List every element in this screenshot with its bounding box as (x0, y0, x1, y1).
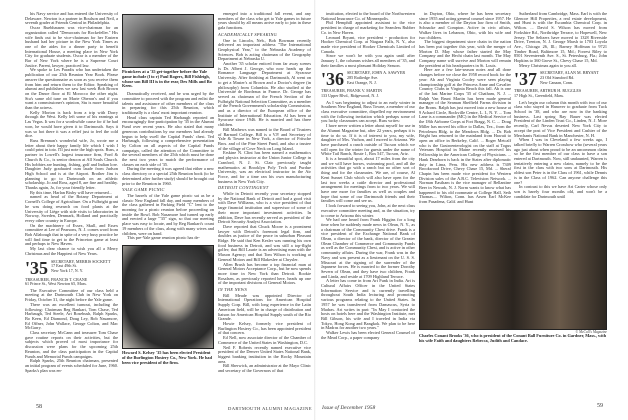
paragraph: Another '35 scholar enticed from far away scenes is Dr. Albert J. George, who now heads up the Romance Language Department at Syracuse University. After finishing at Dartmouth, Al went on to get a Master's at Brown and a Doctor's degree (in philosophy) from Columbia. He also studied at the Université de Bordeaux in France. Dr. George has served as chairman of the French Section of the Fulbright National Selection Committee, as a member of the French Government's scholarship Commission, and as a director of the European office of the Institute of International Education. Al has been at Syracuse since 1946. He is married and has three children. (218, 61, 311, 128)
subheading: DETROIT CONTINGENT (218, 185, 269, 191)
portrait-caption: Howard S. Kelsey '35 has been elected President of the Burlington Hosiery Co., New York. He had been vice president of the firm. (122, 349, 212, 365)
paragraph: In contrast to this we have Art Carter whose only son is barely four months old, and won't be a candidate for Dartmouth until (514, 184, 607, 199)
paragraph: During the meeting it was agreed that either a new class directory or a special 25th Reunion book (to be determined after further study) should be brought out prior to the Reunion in 1960. (122, 166, 214, 186)
paragraph: Head class captain Ted Harbaugh reported an encouragingly fine participation by '35 in the Alumni Fund over recent years. He also stated that many generous contributions by our members had already begun to help swell the Capital Funds' chest. Ted Harbaugh, following a comprehensive presentation by Colton on all aspects of the Capital Funds campaign, called the attention of the Committee to the several members of the 25th which must be done the next two years to match the performance of classes on each side of '35. (122, 114, 214, 167)
paragraph: As I was beginning to adjust to an early winter in Southern New England, Russ Towne, a member of our class executive committee, dispelled my environment with the following invitation which perhaps some of you lucky classmates can accept. Russ writes: (321, 99, 415, 124)
paragraph: I look forward to seeing you, John, at the next class executive committee meeting and, as the situation, try to come to Arizona this winter. (321, 203, 415, 218)
page-gutter (314, 0, 316, 420)
secretary-name: SECRETARY, ALAN M. BRYANT (540, 70, 599, 76)
right-top-columns (419, 12, 607, 205)
paragraph: Russ Brennan's wonderful wife, Jo, wrote me a letter about their happy family life which I wish I could print in toto. I'll just note the high spots. Russ, a partner in Lowell's largest insurance firm, Ford & Church & Co., is senior deacon at All Souls Church. His hobbies are hunting, fishing, golf and Indian lore. Daughter Judy graduated cum laude from Judson High School and is at the Airport. Brother Jim is planning to go to Dartmouth on an athletic scholarship. Jo and Ross, aged 8, are fine and healthy. Thanks again, Jo, for your friendly letter. (25, 137, 118, 191)
treasurer-address: 17 High St., Greenfield, Mass. (514, 93, 565, 99)
paragraph: A letter has come in from Art Funk in India. Art is Cultural Affairs Officer in the United States Information Service and is currently travelling throughout South India lecturing and promoting various programs relating to the United States. In 1957 he was transferred from Damascus, Syria to Madras. Art writes in part: "In May I contacted the hosts on hotels here and the Washington Institute, met Bill Gibson, his wife and I traveled in India via Tokyo, Hong Kong and Bangkok. We plan to be here in Madras for another two years." (321, 278, 415, 331)
paragraph: This pre-Yale game reunion picnic has de- (127, 235, 200, 241)
class-1936-heading (321, 69, 415, 90)
paragraph: Merry Christmas again to you all. (519, 62, 577, 68)
paragraph: We had one heard from Frank Higgins for a long time when he suddenly made news in Olean, N. Y., as a chairman of the Community Chest drive. Frank is a vice president of the Exchange National Bank of Olean, a director of the bank, director of the Greater Olean Chamber of Commerce and Community Funds as well as the Community Chest, and is active in other community affairs. During the war, Frank was in the Navy and was present as a lieutenant on the U. S. S. Missouri at the signing of the surrender of the Japanese forces. He is married to the former Dorothy Severn of Olean, and they have two children, Frank and Linda, and reside at 1709 Highland Terrace. (321, 217, 415, 279)
photo-credit: © McCall's Magazine (575, 329, 607, 334)
paragraph: Leonard Bryant, vice president - production for Hooker Chemical Corp. at Niagara Falls, N. Y., also made vice president of Hooker Chemicals Limited of Canada. (321, 34, 415, 54)
paragraph: One in Lincoln, Neb., Bob Bowman recently delivered an important address "The International Geophysical Year," to the Nebraska Academy of Sciences. Bob is acting chairman of the Geography Department at Nebraska U. (218, 37, 311, 62)
paragraph: There was an excellent turnout, including the following: Chairman Reg Bankart, Tom Chase, Ted Harbaugh, Ted Steele, Art Rosebush, Ralph Sparks, Bo Keen, Ed Diamond, Doug Ley, Bob Nasamore, Ed Offner, John Wallace, George Colton, and Mac McGarry. (25, 301, 118, 331)
left-col3 (218, 12, 311, 374)
paragraph: Howie Kelsey, formerly vice president of Burlington Hosiery Co., has been appointed president of that concern. (218, 321, 311, 336)
paragraph: Since we won't be with you again until after January 1, the columns wishes all members of '35, and their families a most pleasant Holiday Season. (321, 53, 415, 68)
treasurer-address: 133 Upper Blvd., Ridgewood, N. J. (321, 93, 379, 99)
address-line: 23 Old Stamford Rd. (540, 75, 575, 81)
picnic-photo-caption: Picnickers at a '35 get-together before the Yale game include (l to r) Paul Rogers, Bill Fishleigh, whose son Bill III is in the rear, Dex Mills and Bo Keen. (122, 69, 212, 89)
class-year: '36 (321, 69, 345, 90)
picnic-photo (122, 14, 214, 68)
address-line: New York 17, N. Y. (51, 267, 84, 273)
paragraph: Ralph Sparks, 25th Reunion chairman, presented an initial program of events scheduled for June, 1960. Sparks's plan was en- (25, 358, 118, 373)
address-line: New Canaan, Conn. (540, 79, 573, 85)
address-line: 17 East 49th St. (51, 263, 77, 269)
right-col2 (419, 12, 511, 205)
subheading: YALE GAME PICNIC (122, 187, 165, 193)
secretary-name: SECRETARY, JOHN A. SAWYER (347, 70, 406, 76)
subheading: IN THE NEWS (218, 287, 248, 293)
class-year: '37 (514, 69, 538, 90)
page-number-right: 59 (597, 403, 603, 409)
class-1937-heading (514, 69, 607, 90)
class-1935-heading (25, 257, 118, 278)
paragraph: The Executive Committee of our class held a meeting at the Dartmouth Club in New York on Friday, October 31, the night before the Yale game. (25, 287, 118, 303)
right-col3 (514, 12, 607, 205)
address-line: 285 Ratliedge Ave. (347, 75, 379, 81)
paragraph: Erskine N. Clint has been named a mathematics and physics instructor at the Union Junior College in Cranford, N. J. St. Clair previously taught mathematics at Brooklyn Poly Tech and Purdue University, was an electrical instructor in the Air Force, and for a time ran his own manufacturing business in New York City. (218, 150, 311, 184)
paragraph: Phil Hemphill appointed assistant to the vice president in charge of marketing for Seamless Rubber Co. in New Haven. (321, 20, 415, 35)
brooks-family-photo (419, 210, 607, 330)
paragraph: Bill Sherwick, an administrator at the Mayo Clinic and secretary of the Governors of that (218, 363, 311, 374)
right-col1 (321, 12, 415, 340)
paragraph: Let's begin our column this month with two of our class who stayed in Hanover to graduate from Tuck School in '38, and who are now in the banking business. Last spring Ray Bauer was elected President of the Linden Trust Co., Linden, N. J. More recently, Carl Nevus deserted New York City to accept the post of Vice President and Cashier of the Merchants National Bank in Manchester, N. H. (514, 99, 607, 138)
paragraph: in Dayton, Ohio, where he has been secretary since 1955 and acting general counsel since 1957. He is also a member of the Dayton law firm of Smith, Schnacke and Compton. Active in civic affairs, Walker lives in Lebanon, Ohio, with his wife and two children. (419, 11, 511, 40)
paragraph: named as head of the Botany Department at Cornell's College of Agriculture. On a Fulbright grant he was doing research on food plants at the University of Liège with side visits to laboratories in Norway, Sweden, Denmark, Holland and practically every other country in Europe. (25, 194, 118, 223)
paragraph: institution, elected to the board of the Northwestern National Insurance Co. of Minneapolis. (321, 11, 415, 21)
magazine-title: DARTMOUTH ALUMNI MAGAZINE (228, 406, 312, 411)
address-line: East Orange, N. J. (347, 79, 377, 85)
left-col1 (25, 12, 118, 373)
treasurer-address: 61 Prince St., West Newton 65, Mass. (25, 281, 87, 287)
paragraph: his Navy service and has entered the University of Delaware. Newton is a partner in Boulson and Neil, a seventh grader at Friends Central in Philadelphia. (25, 11, 118, 26)
paragraph: Bill Meade was appointed Director of International Operations for American Hospital Supply Corp. Bill, with long experience in the Latin American field, will be in charge of distribution and liaison for American Hospital Supply south of the Rio Grande. (218, 292, 311, 322)
paragraph: Kelly Morton is back from a trip with Dorry through the West. Kelly left some of his earnings at Las Vegas. It was for a worthwhile cause for if he had won, he would have given it to Dartmouth. Says it was so hot there it was a relief just to feel the cold dice. (25, 109, 118, 139)
kelsey-portrait (122, 245, 214, 349)
paragraph: Class secretary McCann and treasurer Tom Chase gave routine reports on their activities, but the subjects which proved of most importance for discussion were plans for the upcoming 25th Reunion, and the class participation in the Capital Funds and Memorial Funds campaigns. (25, 330, 118, 359)
paragraph: emerged into a traditional fall event, and any members of the class who get to Yale games in future years should by all means arrive early to join in these gala functions. (218, 11, 311, 31)
paragraph: Ed Nell, now associate director of the Chamber of Commerce of the United States in Washington, D.C. (218, 335, 311, 345)
paragraph: Neil F. Roberts recently named executive vice president of the Denver United States National Bank, biggest banking institution in the Rocky Mountain area. (218, 344, 311, 364)
paragraph: My last clear chance to wish you all a Merry Christmas and the Happiest of New Years. (25, 246, 118, 256)
paragraph: Walker Lewis has been elected General Counsel of the Mead Corp., a paper company (321, 330, 415, 340)
paragraph: We spoke to Les Paradis who has undertaken the publication of our 25th Reunion Year Book. Please answer the questionnaire as soon as you receive them from him and return them to the Editor. Speaking of alumni and publishers we saw last week Bob Brown on the Dance floor at El Morocco the other night. Stu's same old tune on Marie Oberon's and if you want a commissioner's opinion, Stu is more beautiful than the actress. (25, 67, 118, 111)
paragraph: Allen Brush has become a top financial man at General Motors Acceptance Corp., but he now spends more time in New York than Detroit. Rookie Rosalsen, as previously reported here, heads up one of the important divisions of General Motors. (218, 261, 311, 286)
secretary-name: SECRETARY, MERRIS SOCKETT (51, 258, 111, 264)
treasurer-name: TREASURER, FRANCIS T. CRANE (25, 276, 88, 282)
paragraph: When I was in Cleveland a few weeks ago, I talked briefly to Warren Crossbow who (several years ago just about when proud to be an uncommon claim so he the first member of our class to have a son entered at Dartmouth. Now, still undaunted, Warren is tentatively entering a new claim, namely to be the first in the class with two sons at Dartmouth. His oldest son Peter is in the Class of 1961, while Dennis is in the Class of 1962. Can anyone challenge this one? (514, 137, 607, 185)
family-photo-caption: Charles Conant Brooks '36, who is president of the Conant Ball Furniture Co. in Gardner, Mass., with his wife Faith and daughters Rebecca, Judith and Candace. (419, 333, 607, 343)
paragraph: Oscar Ruebhausen was vice-chairman for an organization called "Democrats for Rockefeller." His wife finds out to be vice-chairman for her Eastern husband had her picture in the New York Times as one of the aides for a dinner party to benefit International House, a meeting place in New York City for graduate students. Oscar is a member of the Bar of New York where he is a Supreme Court Justice. Parent, lawyer, practiced law. (25, 25, 118, 68)
paragraph: By this time, Harlan Bixby will have returned... (30, 189, 112, 195)
paragraph: Dave reported that Chuck Moore is a prominent lawyer with Detroit's foremost legal firm, and doubles as justice of the peace in suburban Pleasant Ridge. He said that Ken Kesler was running his own food business in Detroit, and was still a top-flight golfer; that Bill Laurie is an advertising man with the Maxon Agency; and that Tom Wilson is working at General Motors and Bill Blakeslee at Chrysler. (218, 223, 311, 262)
paragraph: The barrels of the Yale game picnic sat as be a classic New England fall day, and many members of the class gathered in Parking Field "C" lent to the morning for a picnic reunion before proceeding on inside the Bowl. Bob Nasamore had turned up early and erected a large "'35" sign, so that our meeting place was easy to locate, and by Reg Bankart's count 19 members of the class, along with many wives and children, were on hand. (122, 192, 214, 236)
paragraph: Bill Mathews was named to the Board of Trustees of Barnard College. Bill is a V.P. and Secretary of Yale & Towne in New York, a director of Fritsche Bros. and of the Pine Street Fund, and also a trustee of the village of Cove Neck on Long Island. (218, 126, 311, 151)
paragraph: It is a beautiful spot, about 17 miles from the city and we will have horses, swimming pool, and all the activities that go with a ranch but no other sort of thing and for the classmates. We are, of course, Al Kent Sunset Club which will also have open for the last two weeks a cattle director and professional arrangement for meetings from to two years. We will have one more for families as well as couples and hope that some of our Dartmouth friends and their families will come and see us. (321, 156, 415, 204)
paragraph: On the machinery of Essex, Skull, and Essex committee at Lee of Pearsons, N. J. comes word from Bob Allabough that in spite of a very busy practice he will find time to get to the Princeton game at least and perhaps to New Haven. (25, 222, 118, 247)
class-year: '35 (25, 257, 49, 278)
paragraph: I have never written a letter about myself for use in the Alumni Magazine but, after 22 years, perhaps it is time to do so. If it is of interest to you, my wife, daughter of Mrs. Vachon, and I moved to Arizona. We have purchased a ranch outside of Tucson which we will open for the winter for guests under the name of White Tail Ranch, Route 1, Box 547, Tucson, Ariz. (321, 123, 415, 157)
page-number-left: 58 (36, 404, 42, 410)
paragraph: While in Detroit recently your secretary stopped by the National Bank of Detroit and had a good visit with Dave Williams, who is a vice president of that large financial institution and supervisor of some of their more important investment activities. In addition, Dave has recently served as president of the Detroit Security Analyst Association. (218, 191, 311, 225)
paragraph: Dramatically received, and he was urged by the committee to proceed with the program and enlist the talents and assistance of other members of the class in preparing for this 25th Reunion, which traditionally is a class' most important reunion. (122, 91, 214, 115)
paragraph: The biggest department store chain in the nation has been put together this year, with the merger of Morton D. May whose father started the May Company and the Hecht chain last month. The May Company name will survive and Morton will remain the president at his headquarters in St. Louis. (419, 39, 511, 68)
subheading: ACADEMICALLY SPEAKING (218, 31, 278, 37)
issue-label: Issue of December 1958 (322, 405, 376, 411)
treasurer-name: TREASURER, ARTHUR H. RUGGLES (514, 88, 582, 94)
right-main (419, 12, 607, 344)
treasurer-name: TREASURER, FRANK V. MARTIN (321, 88, 383, 94)
paragraph: Sutherland from Cambridge, Mass. Earl is with the Glencoe Hill Properties, a real estate development, and Hunt is with the Escambia Chemical Corp. in Wilton. ... David S. Wilson has moved from Forkshire Rd., Northridge Terrace, to Hopewell, New Jersey. The Seltzers have moved to 1328 Riverside Drive, Trenton, N. J. George Marsh to 1703 Loyola Ave., Chicago 26, Ill.; Barney Hoffman to 9721 Timber Road, Baltimore 15, Md.; Forrest Riley to 8501 Seventeenth Ave. S., St. Petersburg, Fla.; John Hopkins to 360 Grove St., Chevy Chase 15, Md. (514, 11, 607, 64)
paragraph: Here are a few late-season notes and all done changes before we close the 1958 record book for the year: Ab and Virginia Cooley were seen playing championship golf at the Princess Anne and Cavalier Country Clubs in Virginia Beach this fall. Ab is one of the last Marine Corps '35 of Chatham, N. J. ... Ralph Van Brunt Martin has been made general manager of the Seaman Sheffield Farms division in the Bronx. Ralph has just moved into a new house at 9 Achard Circle, Rockville Centre, L. I., N. Y. ... Tom Lane is a commander (MC) in the Medical Service of the 18th Airborne Corps at Fort Bragg, N. C. ... Doug Miller has moved his office to Dallas, Tex., from the Petroleum Bldg. to the Meadows Bldg. ... Dr. Bob Bright has returned to the mainland from Hawaii to open an office in Berkeley, Calif. ... Roger Metcalf who is the Gastroenterologist on the staff at Togus Veterans Hospital in Maine recently received his Fellowship in the American College of Physicians. ... Hank Dearborn is back in the States after diplomatic duty in Lima, Peru. His new address is 7309 Brookwood Drive, Chevy Chase 15, Md. ... Sheraf Chapin has been made vice president for Western Division sales of the A.B.C. Television Network. ... Norman Eastham is the vice manager of Bellantine Beer in Newark, N. J. Norm wants to know what has happened to his old roommate at College Hall, Seth Thomas.... Wilton, Conn. has Arsen Earl McKee from Pasadena, Calif. and Hunt (419, 67, 511, 205)
left-col2 (122, 14, 214, 365)
